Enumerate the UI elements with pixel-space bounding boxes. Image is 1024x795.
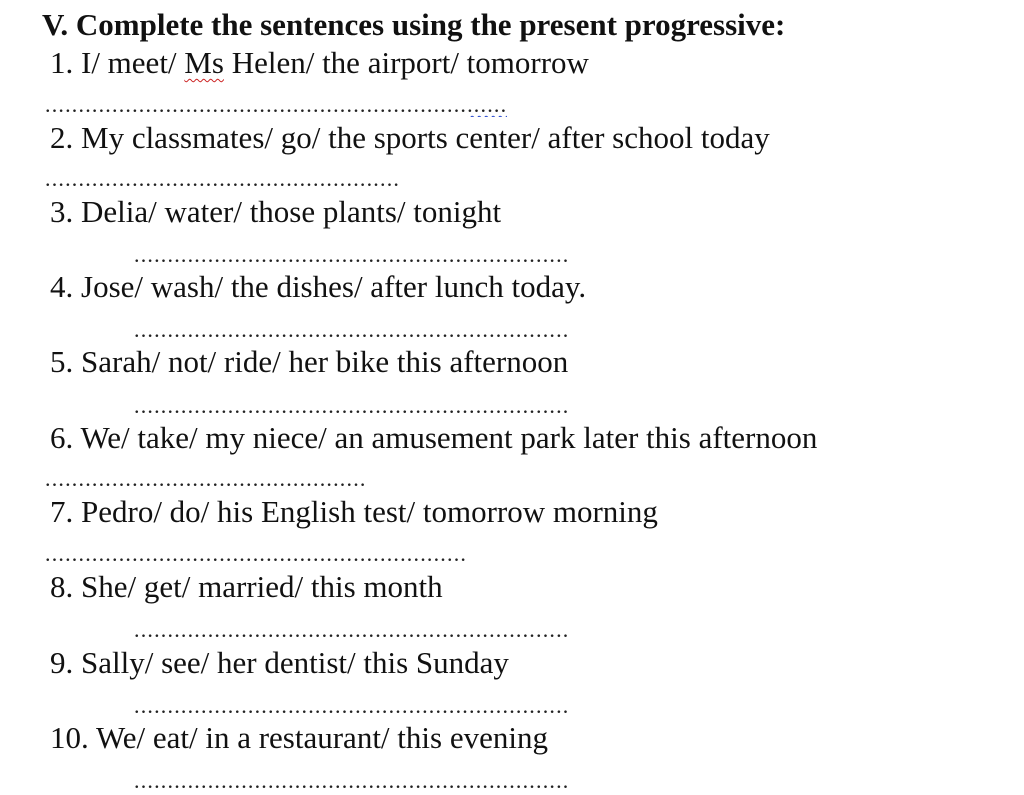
item-number: 4. <box>50 269 74 304</box>
exercise-item-2 <box>50 119 770 157</box>
item-number: 2. <box>50 120 74 155</box>
item-prompt-start: I/ meet/ <box>81 45 185 80</box>
exercise-item-8 <box>50 568 443 606</box>
item-prompt: Delia/ water/ those plants/ tonight <box>81 194 502 229</box>
answer-line-9[interactable]: ................................................................. <box>134 694 570 718</box>
item-prompt: My classmates/ go/ the sports center/ after school today <box>81 120 770 155</box>
item-prompt: Pedro/ do/ his English test/ tomorrow morning <box>81 494 658 529</box>
answer-line-3[interactable]: ................................................................. <box>134 243 570 267</box>
answer-line-7[interactable]: ............................................................... <box>45 542 468 566</box>
spellcheck-flagged-word: Ms <box>184 45 224 80</box>
exercise-item-6 <box>50 419 817 457</box>
answer-line-1[interactable] <box>45 93 507 117</box>
answer-line-4[interactable]: ................................................................. <box>134 318 570 342</box>
item-number: 8. <box>50 569 74 604</box>
item-number: 1. <box>50 45 74 80</box>
item-number: 7. <box>50 494 74 529</box>
answer-line-6[interactable]: ................................................ <box>45 467 367 491</box>
item-prompt: We/ eat/ in a restaurant/ this evening <box>95 720 548 755</box>
answer-line-10[interactable]: ................................................................. <box>134 769 570 793</box>
answer-line-2[interactable]: ..................................................... <box>45 167 401 191</box>
exercise-item-1 <box>50 44 589 82</box>
exercise-item-4 <box>50 268 586 306</box>
exercise-item-7 <box>50 493 658 531</box>
answer-line-5[interactable]: ................................................................. <box>134 394 570 418</box>
exercise-item-9 <box>50 644 509 682</box>
item-prompt: Jose/ wash/ the dishes/ after lunch today. <box>81 269 587 304</box>
item-number: 5. <box>50 344 74 379</box>
item-prompt: She/ get/ married/ this month <box>81 569 443 604</box>
item-number: 6. <box>50 420 74 455</box>
item-prompt <box>81 45 589 80</box>
item-number: 3. <box>50 194 74 229</box>
item-prompt: Sarah/ not/ ride/ her bike this afternoon <box>81 344 569 379</box>
item-prompt: We/ take/ my niece/ an amusement park later this afternoon <box>80 420 818 455</box>
item-number: 9. <box>50 645 74 680</box>
item-number: 10. <box>50 720 89 755</box>
item-prompt-end: Helen/ the airport/ tomorrow <box>223 45 589 80</box>
exercise-item-3 <box>50 193 501 231</box>
exercise-item-10 <box>50 719 548 757</box>
item-prompt: Sally/ see/ her dentist/ this Sunday <box>81 645 509 680</box>
exercise-heading: V. Complete the sentences using the present progressive: <box>42 7 786 42</box>
answer-dots: ............................................................... <box>45 93 468 117</box>
answer-dots-flagged: ...... <box>467 93 508 117</box>
exercise-item-5 <box>50 343 568 381</box>
answer-line-8[interactable]: ................................................................. <box>134 618 570 642</box>
